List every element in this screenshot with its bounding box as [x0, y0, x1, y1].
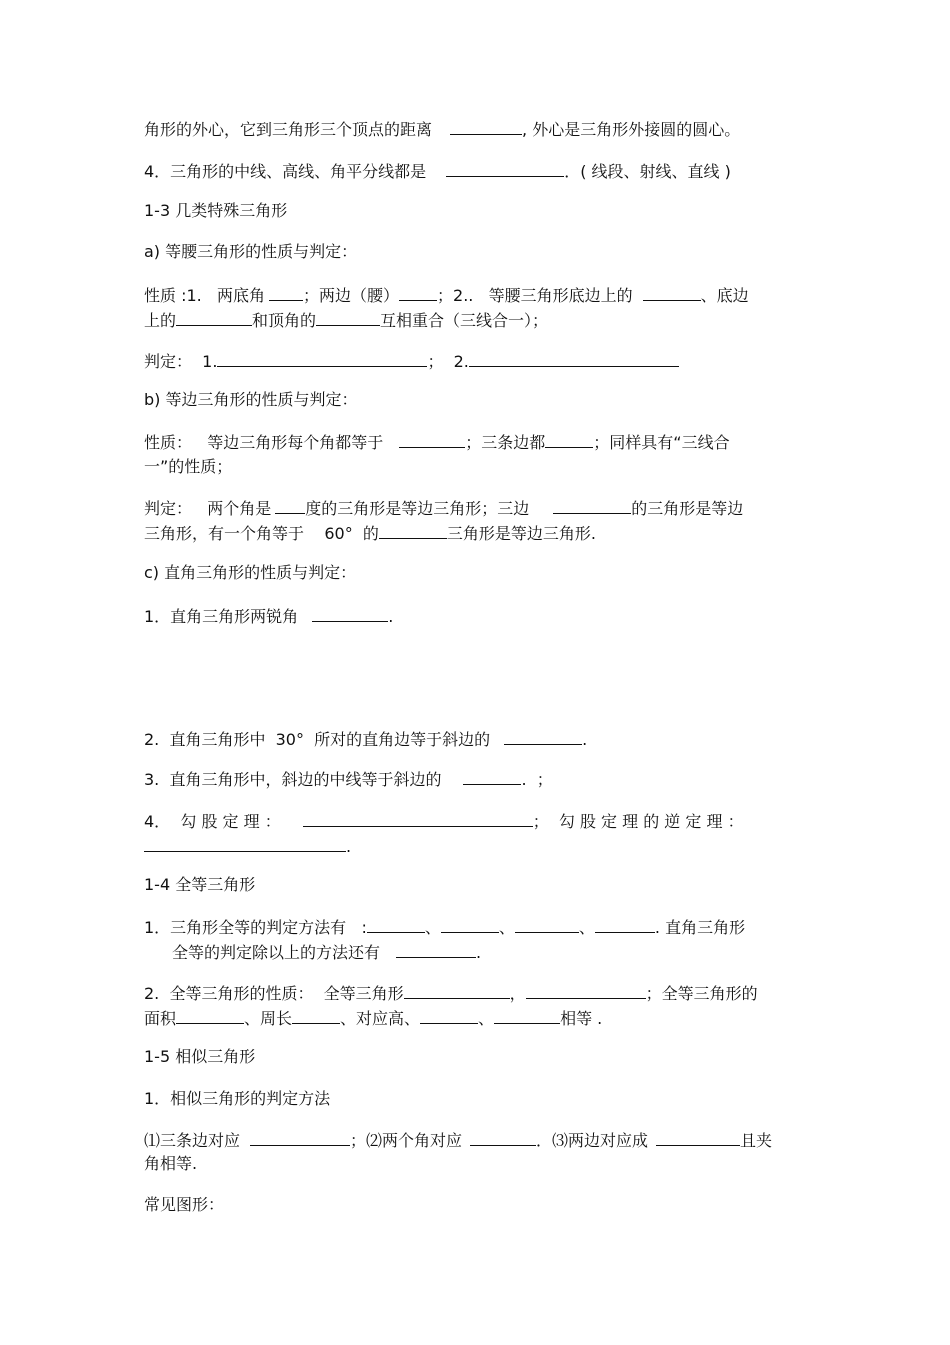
- line-congruent-2: 2. 全等三角形的性质： 全等三角形 ， ；全等三角形的: [144, 984, 758, 1003]
- heading-1-5: 1-5 相似三角形: [144, 1047, 256, 1066]
- blank[interactable]: [515, 916, 579, 933]
- heading-equilateral: b) 等边三角形的性质与判定：: [144, 390, 358, 409]
- blank[interactable]: [470, 1129, 536, 1146]
- line-right-4-cont: .: [144, 835, 351, 857]
- line-circumcenter: 角形的外心，它到三角形三个顶点的距离 , 外心是三角形外接圆的圆心。: [144, 120, 741, 139]
- heading-1-4: 1-4 全等三角形: [144, 875, 256, 894]
- line-congruent-1: 1．三角形全等的判定方法有 : 、 、 、 . 直角三角形: [144, 918, 746, 937]
- blank[interactable]: [420, 1007, 478, 1024]
- blank[interactable]: [553, 497, 631, 514]
- line-congruent-1-cont: 全等的判定除以上的方法还有 .: [172, 943, 482, 962]
- blank[interactable]: [450, 118, 522, 135]
- line-right-2: 2. 直角三角形中 30° 所对的直角边等于斜边的 .: [144, 730, 588, 749]
- blank[interactable]: [643, 284, 701, 301]
- blank[interactable]: [463, 768, 521, 785]
- line-item-4: 4．三角形的中线、高线、角平分线都是 ．( 线段、射线、直线 ): [144, 162, 731, 181]
- line-congruent-2-cont: 面积 、周长 、对应高、 、 相等 .: [144, 1009, 603, 1028]
- line-isosceles-criteria: 判定： 1. ； 2.: [144, 350, 679, 372]
- heading-1-3: 1-3 几类特殊三角形: [144, 201, 288, 220]
- line-similar-1: 1．相似三角形的判定方法: [144, 1089, 331, 1108]
- blank[interactable]: [367, 916, 425, 933]
- blank[interactable]: [656, 1129, 740, 1146]
- blank[interactable]: [396, 941, 476, 958]
- line-right-3: 3. 直角三角形中，斜边的中线等于斜边的 . ；: [144, 770, 553, 789]
- blank[interactable]: [176, 1007, 244, 1024]
- line-common-figures: 常见图形：: [144, 1195, 225, 1214]
- heading-isosceles: a) 等腰三角形的性质与判定：: [144, 242, 358, 261]
- blank[interactable]: [469, 350, 679, 367]
- blank[interactable]: [595, 916, 655, 933]
- blank[interactable]: [379, 522, 447, 539]
- blank[interactable]: [176, 309, 252, 326]
- blank[interactable]: [399, 431, 465, 448]
- line-right-4: 4． 勾 股 定 理 ： ； 勾 股 定 理 的 逆 定 理 ：: [144, 812, 744, 831]
- blank[interactable]: [217, 350, 427, 367]
- blank[interactable]: [303, 810, 533, 827]
- blank[interactable]: [144, 835, 346, 852]
- blank[interactable]: [250, 1129, 350, 1146]
- blank[interactable]: [316, 309, 380, 326]
- line-equilateral-properties: 性质： 等边三角形每个角都等于 ；三条边都 ；同样具有“三线合: [144, 433, 730, 452]
- blank[interactable]: [526, 982, 646, 999]
- blank[interactable]: [269, 284, 303, 301]
- line-isosceles-properties-2: 上的 和顶角的 互相重合（三线合一）；: [144, 311, 549, 330]
- line-equilateral-properties-2: 一”的性质；: [144, 457, 233, 476]
- line-right-1: 1．直角三角形两锐角 .: [144, 607, 394, 626]
- line-equilateral-criteria: 判定： 两个角是 度的三角形是等边三角形；三边 的三角形是等边: [144, 499, 744, 518]
- line-similar-methods-cont: 角相等.: [144, 1154, 198, 1173]
- blank[interactable]: [504, 728, 582, 745]
- blank[interactable]: [292, 1007, 340, 1024]
- blank[interactable]: [446, 160, 564, 177]
- heading-right-triangle: c) 直角三角形的性质与判定：: [144, 563, 357, 582]
- blank[interactable]: [312, 605, 388, 622]
- line-similar-methods: ⑴三条边对应 ；⑵两个角对应 ．⑶两边对应成 且夹: [144, 1131, 773, 1150]
- blank[interactable]: [441, 916, 499, 933]
- blank[interactable]: [275, 497, 305, 514]
- blank[interactable]: [399, 284, 437, 301]
- blank[interactable]: [545, 431, 593, 448]
- line-equilateral-criteria-2: 三角形，有一个角等于 60° 的 三角形是等边三角形.: [144, 524, 596, 543]
- blank[interactable]: [404, 982, 510, 999]
- blank[interactable]: [494, 1007, 560, 1024]
- line-isosceles-properties: 性质 :1. 两底角 ；两边（腰） ；2.. 等腰三角形底边上的 、底边: [144, 286, 749, 305]
